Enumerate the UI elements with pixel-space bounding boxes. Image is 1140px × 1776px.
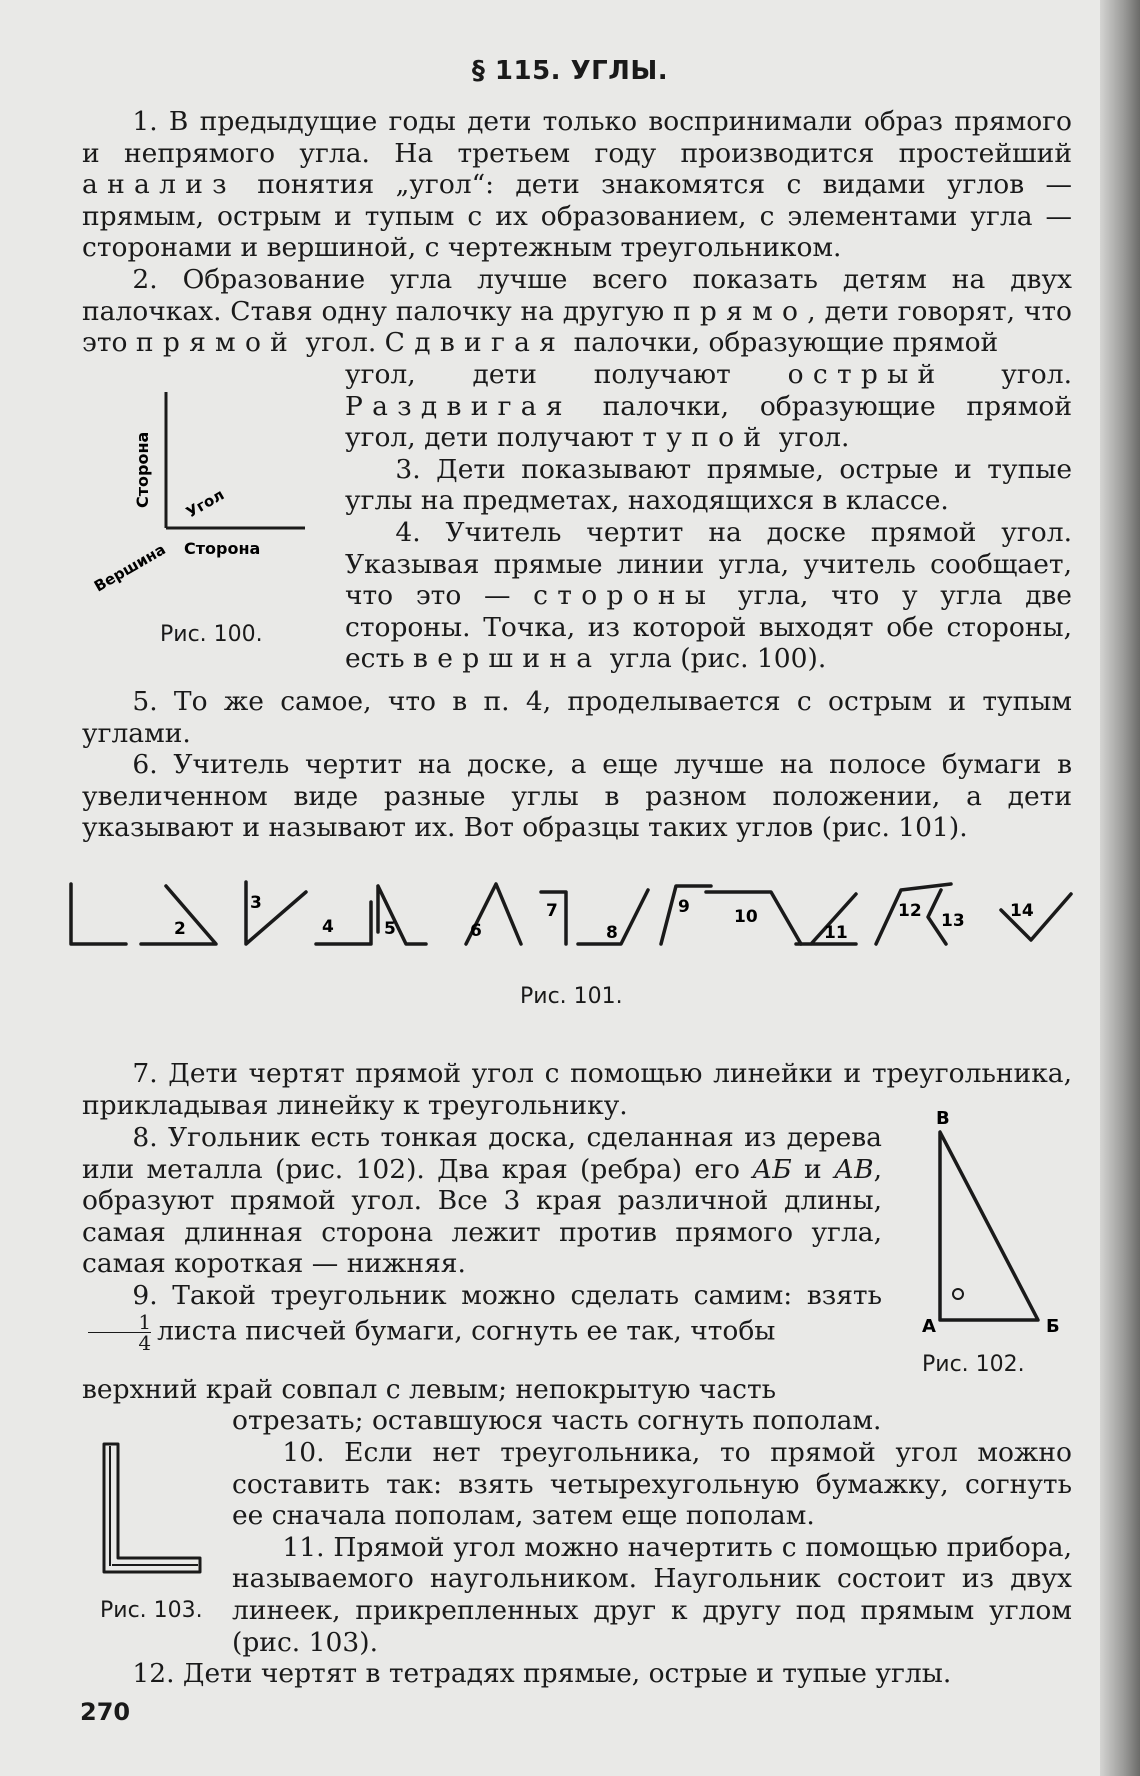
paragraph-2-cont: угол, дети получают острый угол. Раздвигая палочки, образующие прямой угол, дети получают тупой угол.	[345, 359, 1072, 454]
paragraph-9-cont: верхний край совпал с левым; непокрытую часть	[82, 1374, 777, 1405]
paragraph-9-end: отрезать; оставшуюся часть согнуть пополам.	[232, 1405, 882, 1436]
paragraph-1: 1. В предыдущие годы дети только воспринимали образ прямого и непрямого угла. На третьем году производится простейший анализ понятия „угол“: дети знакомятся с видами углов — прямым, острым и тупым с их образованием, с элементами угла — сторонами и вершиной, с чертежным треугольником.	[82, 106, 1072, 264]
vertex-label-a: А	[922, 1316, 936, 1337]
label-side-vertical: Сторона	[133, 431, 152, 508]
paragraph-7: 7. Дети чертят прямой угол с помощью линейки и треугольника, прикладывая линейку к треугольнику.	[82, 1058, 1072, 1121]
paragraph-10: 10. Если нет треугольника, то прямой угол можно составить так: взять четырехугольную бумажку, согнуть ее сначала пополам, затем еще пополам.	[232, 1437, 1072, 1532]
paragraph-5: 5. То же самое, что в п. 4, проделывается с острым и тупым углами.	[82, 686, 1072, 749]
caption-fig103: Рис. 103.	[100, 1598, 203, 1623]
text-block-right-fig100	[345, 359, 1072, 675]
label-vertex: Вершина	[91, 540, 169, 596]
paragraph-12: 12. Дети чертят в тетрадях прямые, острые и тупые углы.	[132, 1658, 952, 1689]
text-block-p12	[82, 1658, 1072, 1690]
paragraph-8: 8. Угольник есть тонкая доска, сделанная из дерева или металла (рис. 102). Два края (ребра) его АБ и АВ, образуют прямой угол. Все 3 края различной длины, самая длинная сторона лежит против прямого угла, самая короткая — нижняя.	[82, 1122, 882, 1280]
text-block-right-fig103	[232, 1437, 1072, 1658]
angle-label: 6	[470, 921, 482, 941]
angle-label: 5	[384, 919, 396, 939]
label-side-horizontal: Сторона	[184, 539, 261, 558]
paragraph-4: 4. Учитель чертит на доске прямой угол. Указывая прямые линии угла, учитель сообщает, что это — стороны угла, что у угла две стороны. Точка, из которой выходят обе стороны, есть вершина угла (рис. 100).	[345, 516, 1072, 675]
angle-label: 7	[546, 901, 558, 921]
angle-label: 14	[1010, 901, 1034, 921]
paragraph-9: 9. Такой треугольник можно сделать самим: взять $\frac{1}{4}$ листа писчей бумаги, согнуть ее так, чтобы	[82, 1280, 882, 1353]
angle-label: 13	[941, 911, 965, 931]
paragraph-2: 2. Образование угла лучше всего показать детям на двух палочках. Ставя одну палочку на другую прямо, дети говорят, что это прямой угол. Сдвигая палочки, образующие прямой	[82, 263, 1072, 359]
book-spine-shadow	[1100, 0, 1140, 1776]
fraction-quarter: $\frac{1}{4}$	[88, 1312, 151, 1353]
angle-label: 10	[734, 907, 758, 927]
angle-label: 12	[898, 901, 922, 921]
triangle-hole	[953, 1289, 963, 1299]
angle-label: 3	[250, 893, 262, 913]
figure-103	[96, 1440, 206, 1580]
triangle-ruler	[940, 1132, 1038, 1320]
text-block-p9-cont	[82, 1374, 927, 1406]
label-angle: Угол	[183, 485, 228, 522]
caption-fig100: Рис. 100.	[160, 622, 263, 647]
angle-label: 2	[174, 919, 186, 939]
caption-fig102: Рис. 102.	[922, 1352, 1025, 1377]
page-number: 270	[80, 1698, 131, 1726]
vertex-label-v: В	[936, 1108, 950, 1129]
figure-102	[920, 1108, 1070, 1348]
vertex-label-b: Б	[1046, 1316, 1060, 1337]
set-square-outline	[104, 1444, 200, 1572]
figure-100	[80, 378, 320, 628]
text-block-p9-cont2	[232, 1405, 932, 1437]
angle-label: 11	[824, 923, 848, 943]
figure-101-labels	[66, 872, 1076, 962]
text-block-top	[82, 106, 1072, 359]
angle-label: 8	[606, 923, 618, 943]
paragraph-6: 6. Учитель чертит на доске, а еще лучше на полосе бумаги в увеличенном виде разные углы в разном положении, а дети указывают и называют их. Вот образцы таких углов (рис. 101).	[82, 749, 1072, 844]
paragraph-3: 3. Дети показывают прямые, острые и тупые углы на предметах, находящихся в классе.	[345, 453, 1072, 517]
angle-label: 9	[678, 897, 690, 917]
text-block-middle	[82, 686, 1072, 844]
angle-label: 4	[322, 917, 334, 937]
paragraph-11: 11. Прямой угол можно начертить с помощью прибора, называемого наугольником. Наугольник состоит из двух линеек, прикрепленных друг к другу под прямым углом (рис. 103).	[232, 1531, 1072, 1658]
text-block-left-fig102	[82, 1122, 882, 1353]
caption-fig101: Рис. 101.	[520, 984, 623, 1009]
section-heading: § 115. УГЛЫ.	[471, 56, 669, 86]
